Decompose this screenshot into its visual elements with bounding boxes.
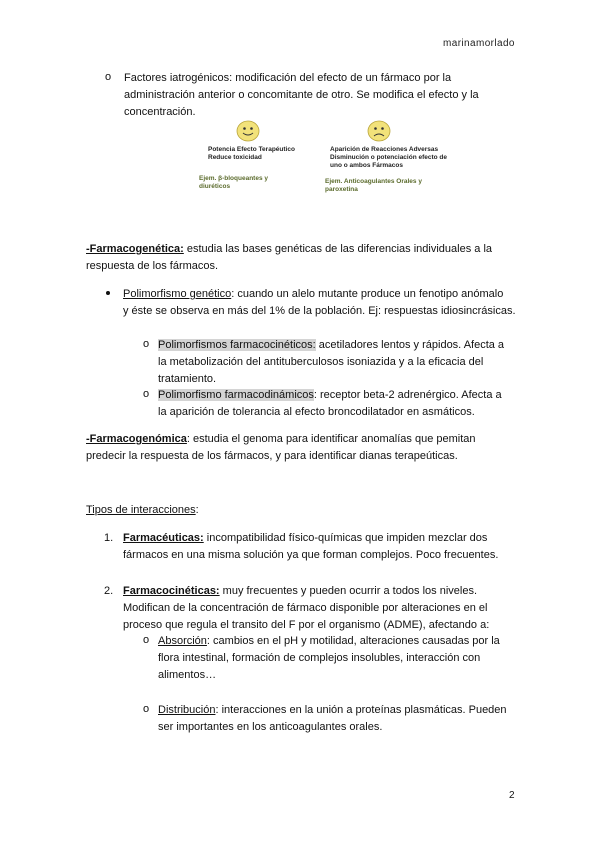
- absorption-paragraph: [158, 633, 558, 684]
- figure-right-example-1: Ejem. Anticoagulantes Orales y: [325, 178, 422, 185]
- pharmacogenetics-line-1: estudia las bases genéticas de las diferencias individuales a la: [183, 243, 493, 255]
- iatrogenic-line-3: concentración.: [124, 106, 196, 118]
- pd-polymorphism-paragraph: [158, 387, 558, 421]
- distribution-term: Distribución: [158, 704, 216, 716]
- figure-left-line-1: Potencia Efecto Terapéutico: [208, 146, 295, 153]
- polymorphism-line-1: : cuando un alelo mutante produce un fenotipo anómalo: [231, 288, 504, 300]
- list-number-2: 2.: [104, 585, 114, 597]
- absorption-line-3: alimentos…: [158, 669, 217, 681]
- happy-face-icon: [236, 120, 260, 147]
- sad-face-icon: [367, 120, 391, 147]
- iatrogenic-paragraph: [124, 70, 524, 121]
- pharmaceutical-paragraph: [123, 530, 543, 564]
- figure-right-line-1: Aparición de Reacciones Adversas: [330, 146, 439, 153]
- page-number: 2: [509, 790, 515, 801]
- pharmacokinetic-term: Farmacocinéticas:: [123, 585, 220, 597]
- pharmacogenomics-term: -Farmacogenómica: [86, 433, 187, 445]
- pharmacokinetic-line-3: proceso que regula el transito del F por el organismo (ADME), afectando a:: [123, 619, 490, 631]
- absorption-line-1: : cambios en el pH y motilidad, alteraciones causadas por la: [206, 635, 500, 647]
- figure-left-caption: [208, 146, 295, 162]
- interactions-title-text: Tipos de interacciones: [86, 504, 196, 516]
- figure-right-caption: [330, 146, 447, 170]
- figure-left-example-2: diuréticos: [199, 183, 231, 190]
- pharmaceutical-line-1: incompatibilidad físico-químicas que impiden mezclar dos: [203, 532, 488, 544]
- pharmacogenetics-term: -Farmacogenética:: [86, 243, 184, 255]
- iatrogenic-line-2: administración anterior o concomitante de otro. Se modifica el efecto y la: [124, 89, 479, 101]
- distribution-line-1: : interacciones en la unión a proteínas plasmáticas. Pueden: [215, 704, 507, 716]
- pk-polymorphism-line-1: acetiladores lentos y rápidos. Afecta a: [315, 339, 505, 351]
- distribution-paragraph: [158, 702, 558, 736]
- list-number-1: 1.: [104, 532, 114, 544]
- figure-left-line-2: Reduce toxicidad: [208, 154, 262, 161]
- bullet-dot-icon: [106, 291, 110, 295]
- bullet-circle-icon: o: [143, 703, 150, 715]
- iatrogenic-line-1: Factores iatrogénicos: modificación del efecto de un fármaco por la: [124, 72, 452, 84]
- pd-polymorphism-line-1: : receptor beta-2 adrenérgico. Afecta a: [313, 389, 502, 401]
- distribution-line-2: ser importantes en los anticoagulantes orales.: [158, 721, 383, 733]
- pharmacogenomics-line-2: predecir la respuesta de los fármacos, y para identificar dianas terapeúticas.: [86, 450, 458, 462]
- pk-polymorphism-line-2: la metabolización del antituberculosos isoniazida y a la eficacia del: [158, 356, 484, 368]
- pharmaceutical-term: Farmacéuticas:: [123, 532, 204, 544]
- pharmacogenomics-line-1: : estudia el genoma para identificar anomalías que pemitan: [186, 433, 476, 445]
- polymorphism-paragraph: [123, 286, 543, 320]
- absorption-term: Absorción: [158, 635, 207, 647]
- absorption-line-2: flora intestinal, formación de complejos insolubles, interacción con: [158, 652, 481, 664]
- polymorphism-line-2: y éste se observa en más del 1% de la población. Ej: respuestas idiosincrásicas.: [123, 305, 516, 317]
- figure-right-line-2: Disminución o potenciación efecto de: [330, 154, 448, 161]
- interactions-title-colon: :: [195, 504, 199, 516]
- bullet-circle-icon: o: [143, 338, 150, 350]
- pharmacokinetic-line-1: muy frecuentes y pueden ocurrir a todos los niveles.: [219, 585, 478, 597]
- figure-left-example-1: Ejem. β-bloqueantes y: [199, 175, 268, 182]
- pd-polymorphism-term: Polimorfismo farmacodinámicos: [158, 389, 314, 401]
- pk-polymorphism-line-3: tratamiento.: [158, 373, 217, 385]
- bullet-circle-icon: o: [143, 388, 150, 400]
- pharmacogenetics-line-2: respuesta de los fármacos.: [86, 260, 219, 272]
- pharmacogenetics-paragraph: [86, 241, 526, 275]
- pk-polymorphism-term: Polimorfismos farmacocinéticos:: [158, 339, 316, 351]
- pharmacokinetic-paragraph: [123, 583, 553, 634]
- pharmacokinetic-line-2: Modifican de la concentración de fármaco disponible por alteraciones en el: [123, 602, 488, 614]
- pd-polymorphism-line-2: la aparición de tolerancia al efecto broncodilatador en asmáticos.: [158, 406, 475, 418]
- figure-left-example: [199, 175, 268, 191]
- pharmacogenomics-paragraph: [86, 431, 526, 465]
- figure-right-example: [325, 178, 422, 194]
- bullet-circle-icon: o: [105, 71, 112, 83]
- pk-polymorphism-paragraph: [158, 337, 558, 388]
- figure-right-example-2: paroxetina: [325, 186, 358, 193]
- polymorphism-term: Polimorfismo genético: [123, 288, 232, 300]
- pharmaceutical-line-2: fármacos en una misma solución ya que forman complejos. Poco frecuentes.: [123, 549, 499, 561]
- bullet-circle-icon: o: [143, 634, 150, 646]
- figure-right-line-3: uno o ambos Fármacos: [330, 162, 403, 169]
- author-header: marinamorlado: [443, 38, 515, 49]
- interactions-title: [86, 502, 199, 519]
